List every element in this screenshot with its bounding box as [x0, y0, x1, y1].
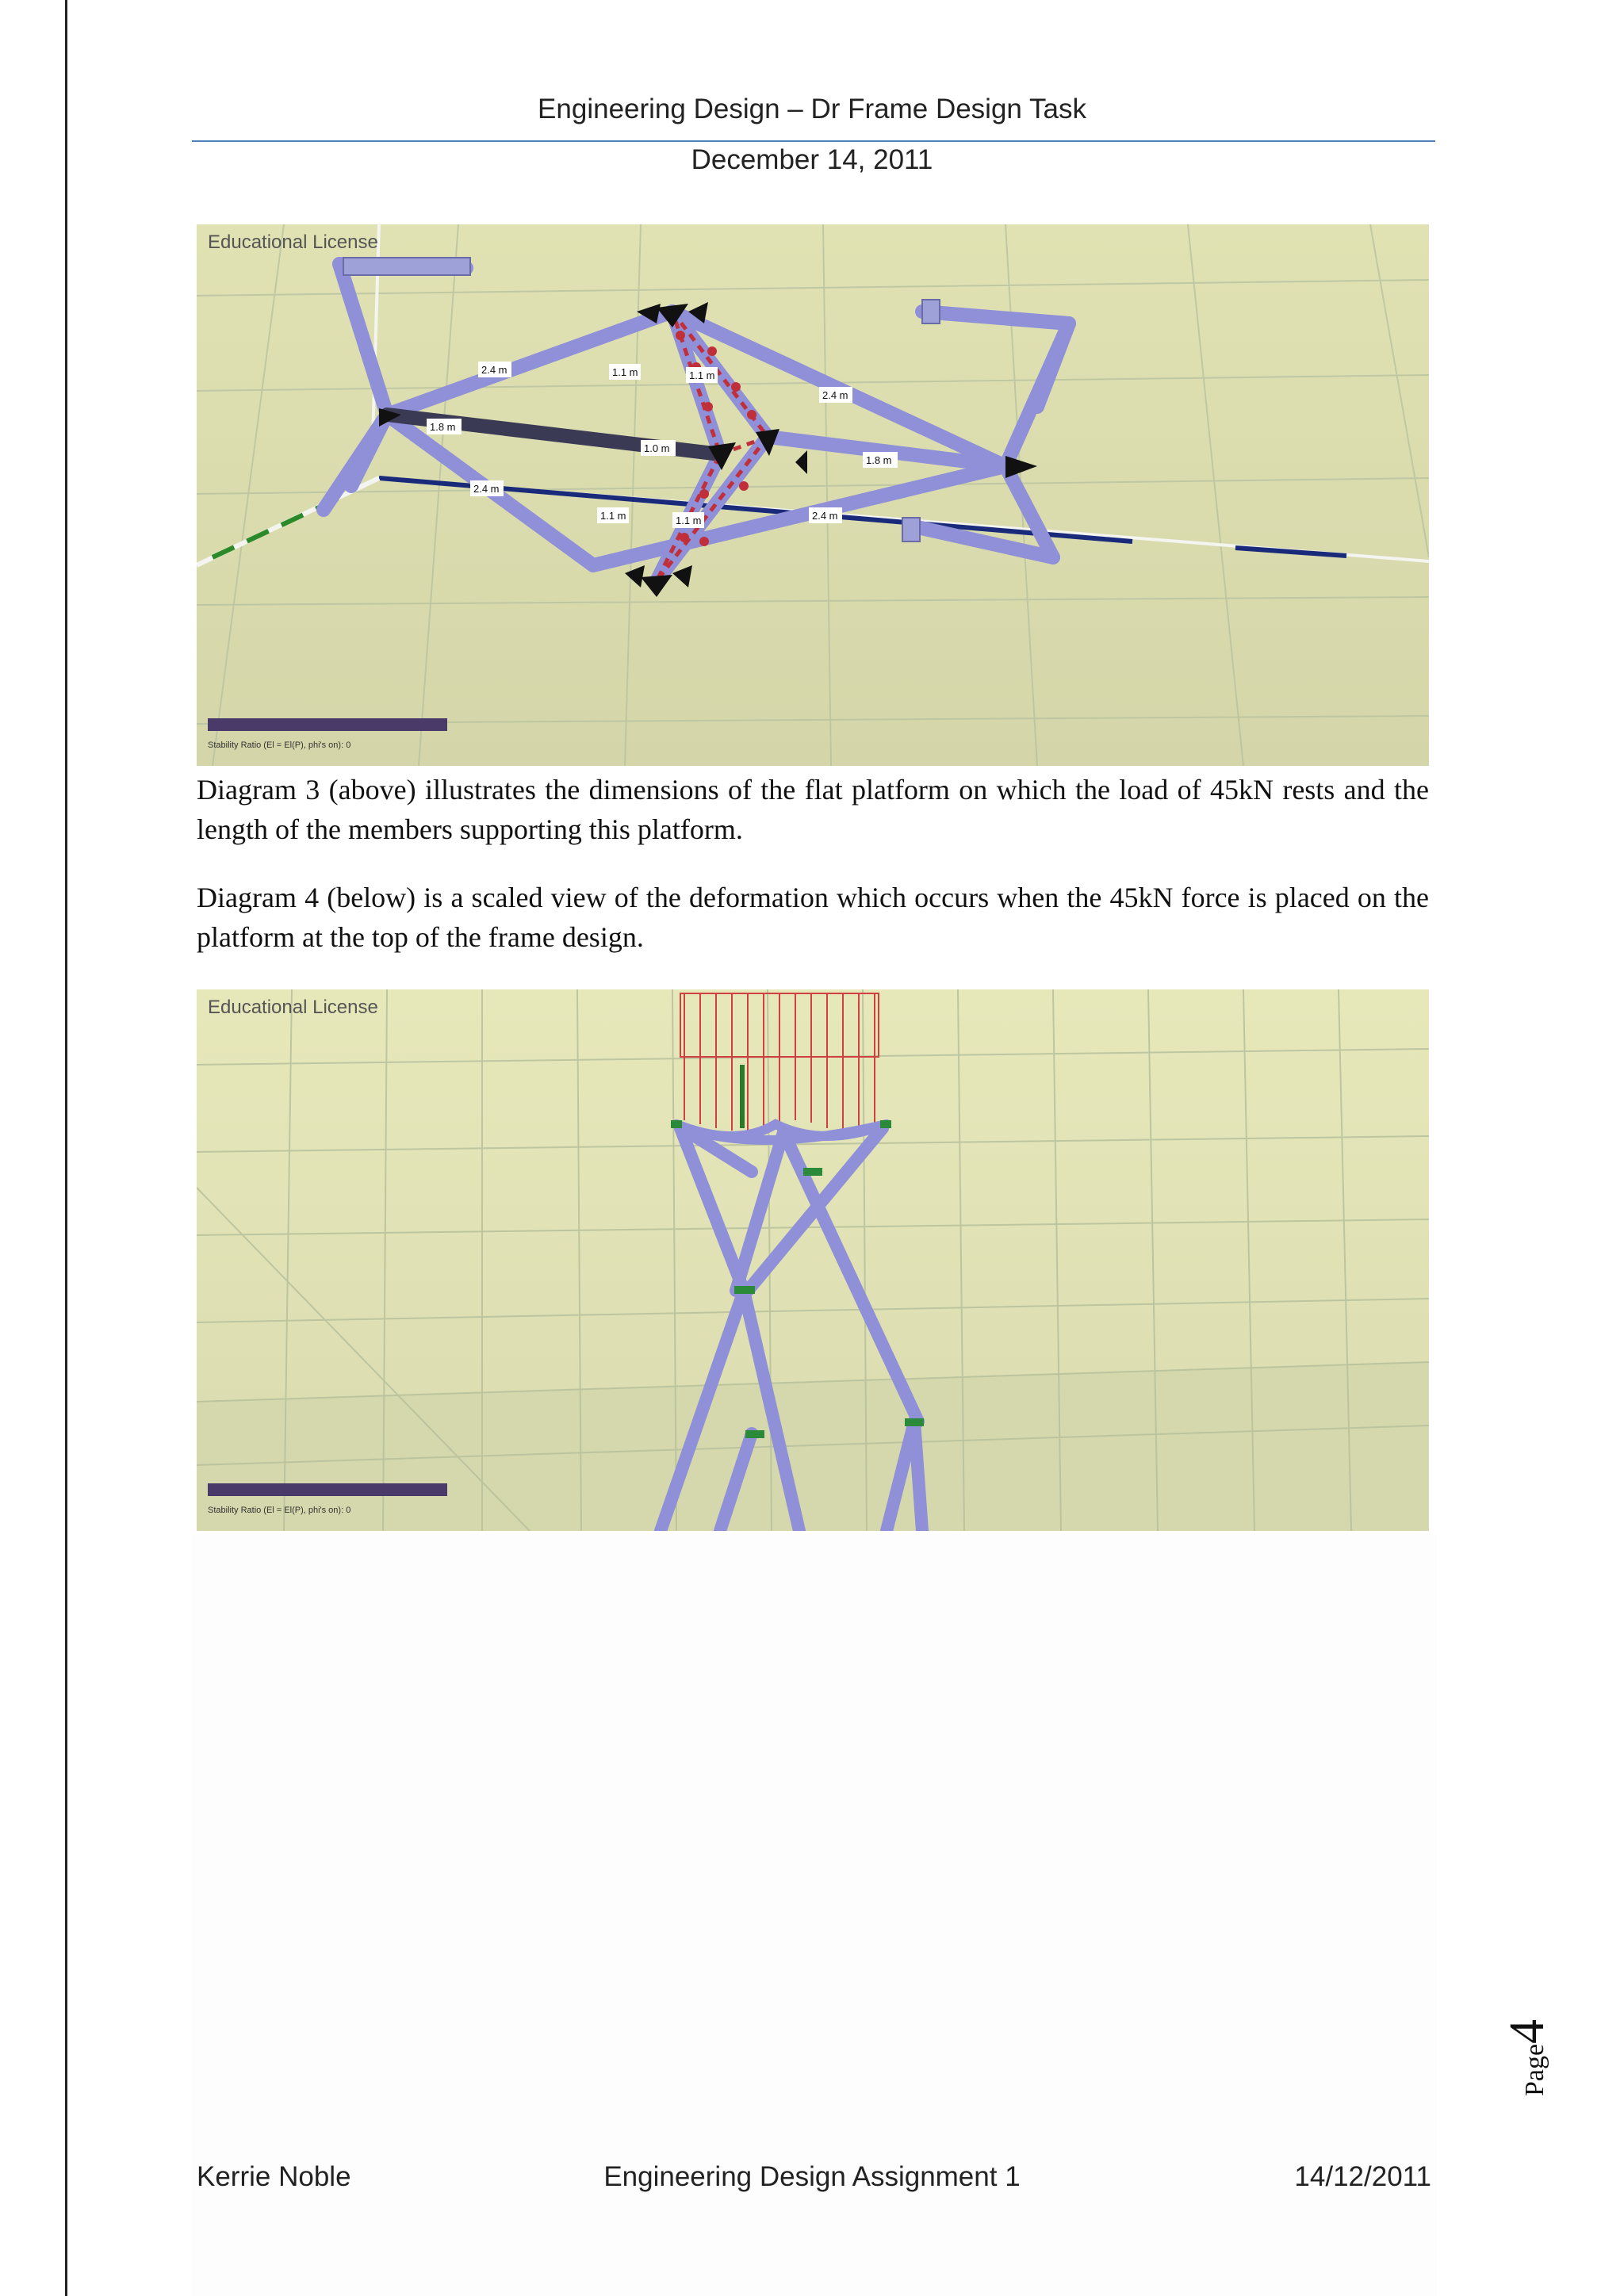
page-word: Page [1520, 2043, 1550, 2097]
page-left-border [65, 0, 67, 2296]
dim-label: 2.4 m [812, 510, 838, 522]
dim-label: 1.8 m [430, 421, 456, 433]
dim-label: 1.8 m [866, 454, 892, 466]
dim-label: 1.1 m [612, 366, 638, 378]
status-text: Stability Ratio (El = El(P), phi's on): 0 [208, 1506, 351, 1515]
dim-label: 1.1 m [689, 369, 715, 381]
footer-date: 14/12/2011 [1294, 2161, 1431, 2192]
diagram-3-caption: Diagram 3 (above) illustrates the dimensions of the flat platform on which the load of 45kN rests and the length of the members supporting this platform. [197, 774, 1429, 845]
diagram-3-image [197, 224, 1429, 766]
diagram-4-image [197, 989, 1429, 1531]
header-rule [192, 140, 1435, 142]
watermark: Educational License [208, 232, 378, 253]
diagram-4-caption: Diagram 4 (below) is a scaled view of the deformation which occurs when the 45kN force is placed on the platform at the top of the frame design. [197, 882, 1429, 953]
dim-label: 2.4 m [822, 389, 848, 401]
page-number [1500, 1998, 1568, 2101]
dim-label: 2.4 m [481, 364, 508, 376]
page-digit: 4 [1500, 2019, 1555, 2044]
dim-label: 2.4 m [473, 483, 500, 495]
header-title: Engineering Design – Dr Frame Design Task [538, 94, 1086, 124]
status-text: Stability Ratio (El = El(P), phi's on): 0 [208, 740, 351, 750]
header-date: December 14, 2011 [691, 144, 933, 175]
footer-assignment: Engineering Design Assignment 1 [603, 2161, 1021, 2192]
watermark: Educational License [208, 997, 378, 1018]
dim-label: 1.0 m [644, 442, 670, 454]
footer-author: Kerrie Noble [197, 2161, 351, 2192]
dim-label: 1.1 m [600, 510, 626, 522]
dim-label: 1.1 m [676, 515, 702, 526]
